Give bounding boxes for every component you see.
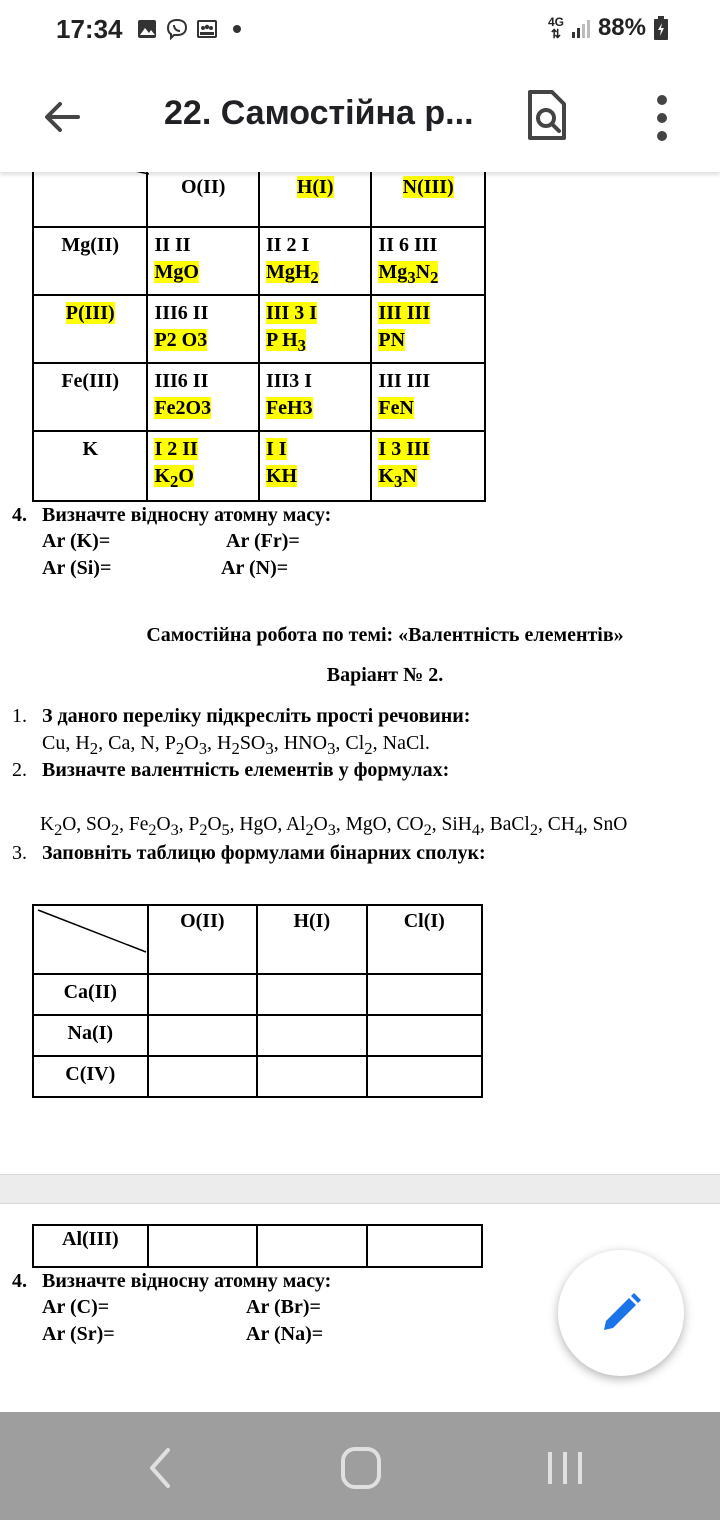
signal-icon	[572, 18, 590, 38]
status-bar	[0, 0, 720, 60]
notification-icons	[136, 16, 248, 42]
table-cell	[367, 974, 482, 1015]
task-item: Ar (K)=	[42, 530, 111, 552]
table-corner	[33, 172, 147, 227]
table-corner	[33, 905, 148, 974]
task-number: 2.	[12, 759, 27, 781]
task-item: Ar (Na)=	[246, 1323, 324, 1345]
variant-heading: Варіант № 2.	[326, 664, 444, 686]
table-cell: III6 II P2 O3	[147, 295, 259, 363]
table-valence-answers	[32, 172, 486, 502]
table-cell: II II MgO	[147, 227, 259, 295]
table-row-header: K	[33, 431, 147, 501]
network-type: 4G ⇅	[547, 15, 564, 41]
table-binary-compounds	[32, 904, 483, 1098]
task-item: Ar (Sr)=	[42, 1323, 115, 1345]
table-row-header: P(III)	[33, 295, 147, 363]
table-cell	[367, 1225, 482, 1267]
battery-percent: 88%	[597, 14, 646, 41]
document-viewer[interactable]	[0, 172, 720, 1412]
document-title: 22. Самостійна р...	[164, 94, 474, 132]
task-title: Визначте відносну атомну масу:	[42, 1270, 332, 1292]
task-item: Ar (Fr)=	[226, 530, 300, 552]
table-header: O(II)	[148, 905, 258, 974]
nav-recents-icon[interactable]	[540, 1446, 590, 1490]
page-separator	[0, 1174, 720, 1204]
table-cell: III6 II Fe2O3	[147, 363, 259, 431]
classroom-icon	[196, 18, 218, 40]
table-cell: II 2 I MgH$_2$	[259, 227, 371, 295]
table-cell	[148, 1015, 258, 1056]
table-cell: III III PN	[371, 295, 485, 363]
nav-home-icon[interactable]	[336, 1446, 386, 1490]
task-item: Ar (C)=	[42, 1296, 110, 1318]
task-formula-list: $K_2O$, $SO_2$, $Fe_2O_3$, $P_2O_5$, HgO, $Al_2O_3$, MgO, $CO_2$, SiH$_4$, BaCl$_2$, $CH_4$, SnO	[40, 814, 628, 839]
status-time: 17:34	[56, 14, 123, 44]
table-cell: III III FeN	[371, 363, 485, 431]
table-cell	[257, 1225, 366, 1267]
table-cell	[148, 1225, 257, 1267]
table-cell: I 2 II $K_2O$	[147, 431, 259, 501]
table-binary-compounds-continued	[32, 1224, 483, 1268]
back-arrow-icon[interactable]	[38, 92, 88, 142]
table-header: O(II)	[147, 172, 259, 227]
table-row-header: Mg(II)	[33, 227, 147, 295]
table-row-header: C(IV)	[33, 1056, 148, 1097]
task-item: Ar (N)=	[221, 557, 289, 579]
corner-diagonal	[34, 906, 149, 973]
table-header: H(I)	[257, 905, 366, 974]
table-cell: III 3 I P $H_3$	[259, 295, 371, 363]
task-title: Заповніть таблицю формулами бінарних сполук:	[42, 842, 486, 864]
table-cell	[148, 974, 258, 1015]
table-row-header: Al(III)	[33, 1225, 148, 1267]
nav-back-icon[interactable]	[136, 1446, 186, 1490]
table-row-header: Fe(III)	[33, 363, 147, 431]
table-cell: III3 I FeH3	[259, 363, 371, 431]
task-title: З даного переліку підкресліть прості речовини:	[42, 705, 471, 727]
find-in-document-icon[interactable]	[522, 88, 572, 144]
battery-icon	[654, 16, 668, 40]
edit-fab-button[interactable]	[558, 1250, 684, 1376]
table-cell	[257, 1015, 366, 1056]
task-item: Ar (Si)=	[42, 557, 112, 579]
table-cell: I I KH	[259, 431, 371, 501]
table-row-header: Ca(II)	[33, 974, 148, 1015]
viber-icon	[166, 18, 188, 40]
task-item: Ar (Br)=	[246, 1296, 321, 1318]
table-header: N(III)	[371, 172, 485, 227]
more-options-icon[interactable]	[640, 90, 684, 146]
table-cell	[367, 1056, 482, 1097]
task-title: Визначте відносну атомну масу:	[42, 504, 332, 526]
task-number: 4.	[12, 1270, 27, 1292]
corner-diagonal	[34, 172, 149, 226]
table-cell: I 3 III $K_3N$	[371, 431, 485, 501]
table-cell	[367, 1015, 482, 1056]
table-row-header: Na(I)	[33, 1015, 148, 1056]
gallery-icon	[136, 18, 158, 40]
task-number: 3.	[12, 842, 27, 864]
task-number: 1.	[12, 705, 27, 727]
app-bar	[0, 60, 720, 172]
task-number: 4.	[12, 504, 27, 526]
table-cell	[257, 1056, 366, 1097]
system-nav-bar	[0, 1412, 720, 1520]
dot-icon	[226, 18, 248, 40]
table-cell	[148, 1056, 258, 1097]
pencil-icon	[598, 1290, 644, 1336]
table-cell	[257, 974, 366, 1015]
table-cell: II 6 III $Mg_3N_2$	[371, 227, 485, 295]
worksheet-heading: Самостійна робота по темі: «Валентність елементів»	[146, 624, 624, 646]
table-header: Cl(I)	[367, 905, 482, 974]
task-formula-list: Cu, $H_2$, Ca, N, $P_2O_3$, $H_2SO_3$, $HNO_3$, $Cl_2$, NaCl.	[42, 732, 430, 758]
task-title: Визначте валентність елементів у формулах:	[42, 759, 450, 781]
table-header: H(I)	[259, 172, 371, 227]
status-right	[548, 14, 668, 42]
